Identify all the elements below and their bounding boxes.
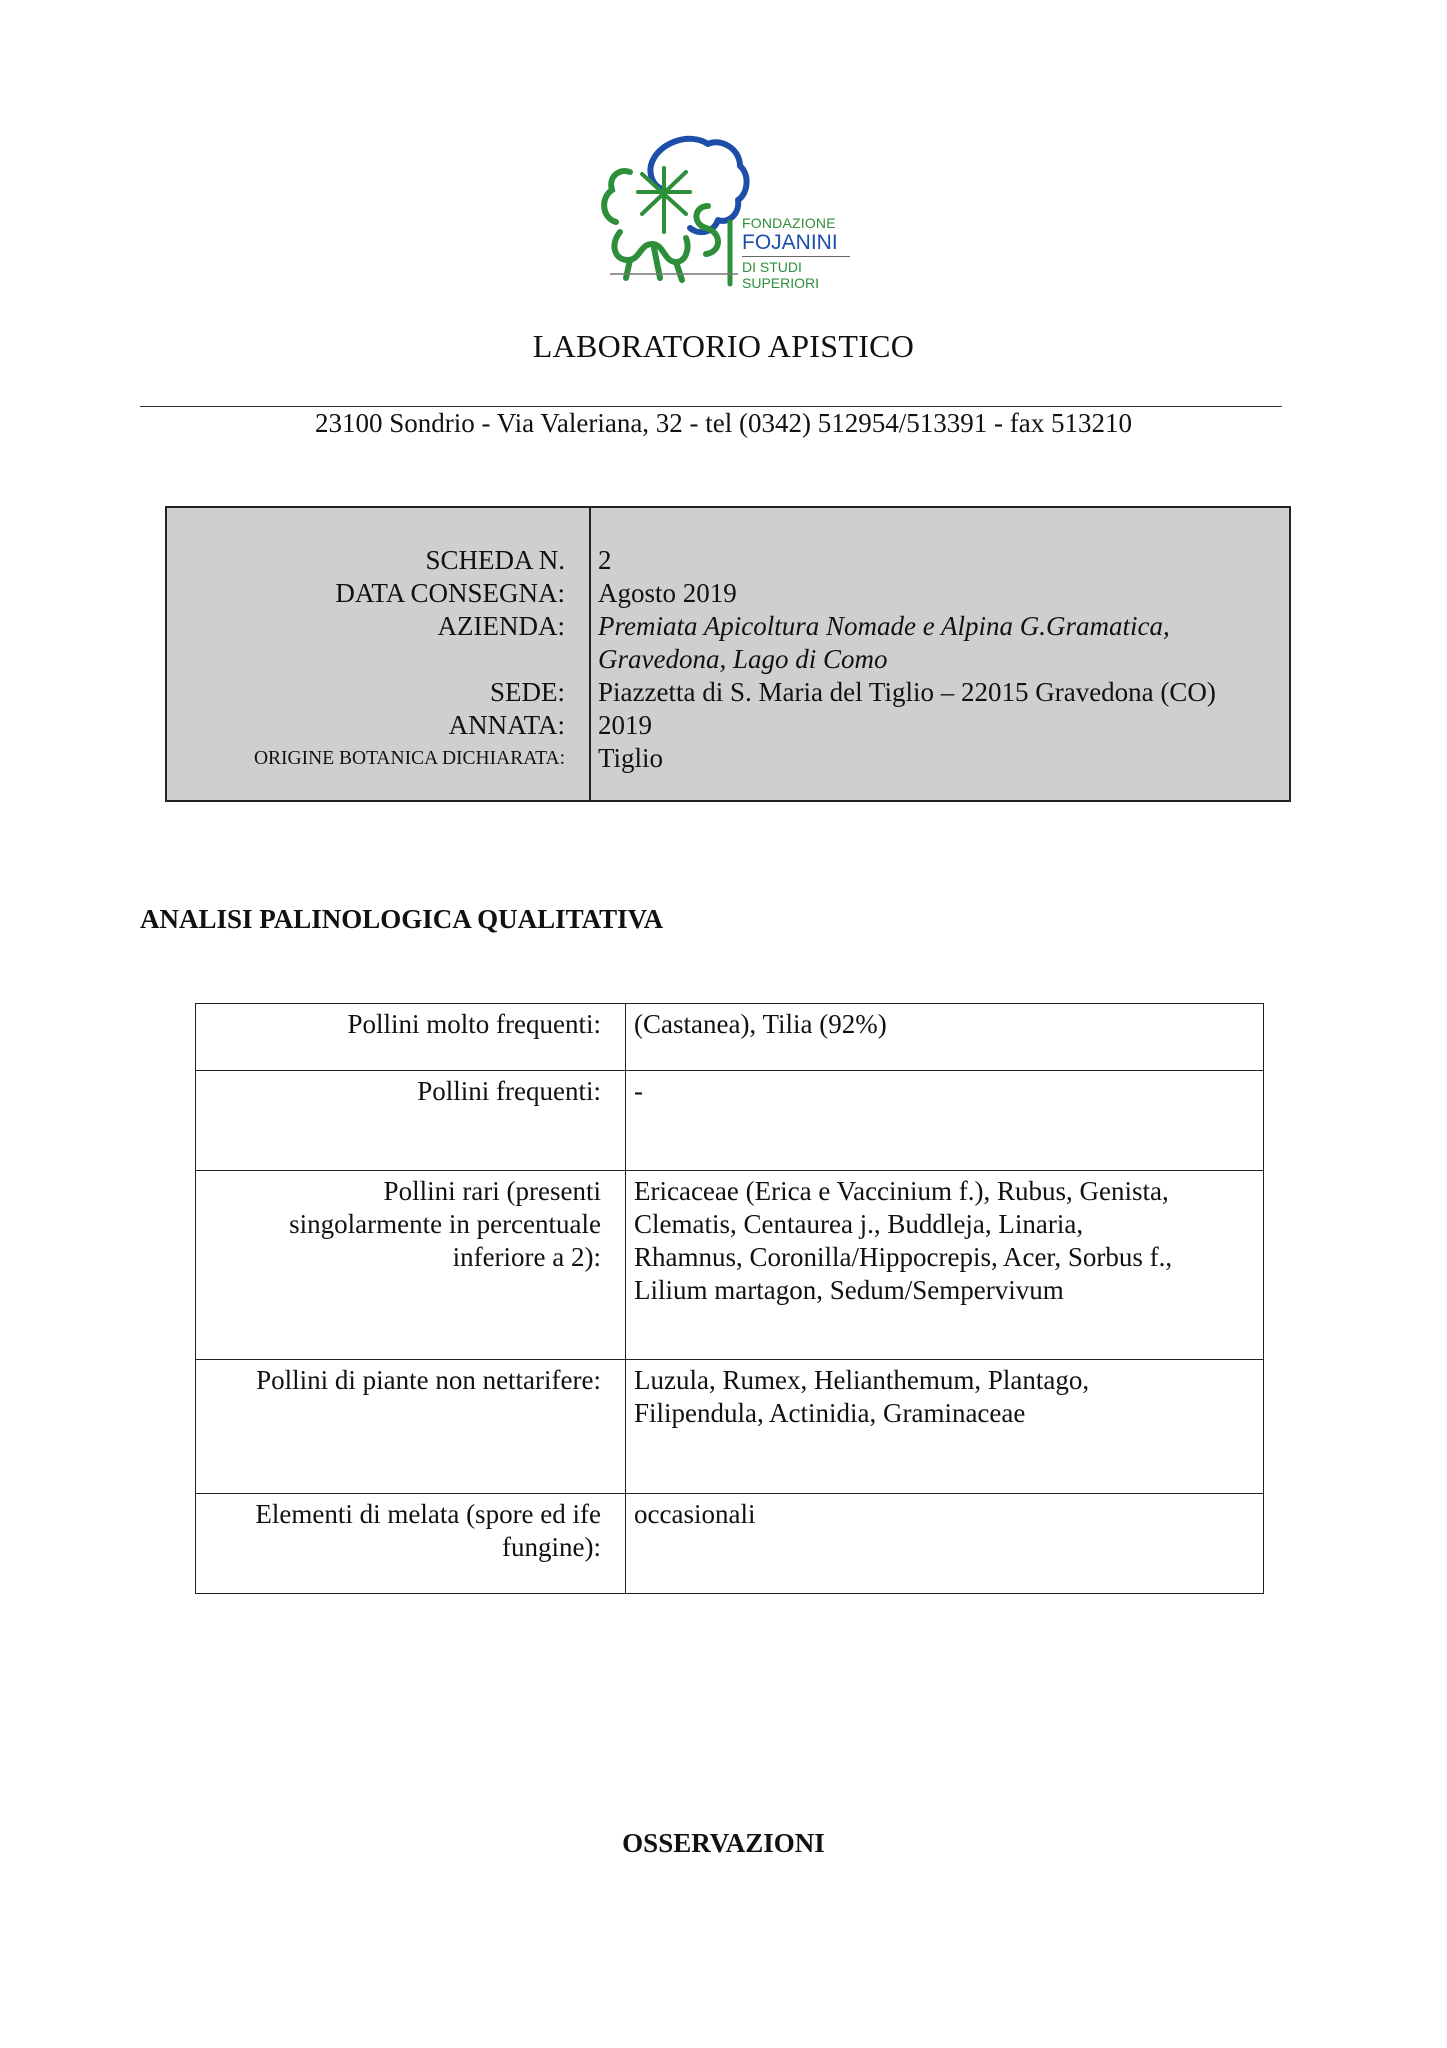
row-value-line: (Castanea), Tilia (92%) <box>634 1009 887 1039</box>
table-row <box>196 1171 1264 1360</box>
table-row <box>196 1360 1264 1494</box>
row-value <box>626 1494 1264 1594</box>
row-label-line: fungine): <box>502 1532 601 1562</box>
table-row <box>196 1071 1264 1171</box>
row-value-line: Luzula, Rumex, Helianthemum, Plantago, <box>634 1365 1090 1395</box>
azienda-value-line2: Gravedona, Lago di Como <box>598 644 888 674</box>
sede-value: Piazzetta di S. Maria del Tiglio – 22015 Gravedona (CO) <box>598 677 1216 707</box>
logo-rule <box>742 256 850 257</box>
row-label-line: inferiore a 2): <box>452 1242 601 1272</box>
info-box-divider <box>589 508 591 800</box>
observations-title: OSSERVAZIONI <box>622 1828 825 1858</box>
data-consegna-value: Agosto 2019 <box>598 578 737 608</box>
sample-info-box <box>165 506 1291 802</box>
row-value-line: Rhamnus, Coronilla/Hippocrepis, Acer, Sorbus f., <box>634 1242 1173 1272</box>
row-value <box>626 1171 1264 1360</box>
logo-line-fojanini: FOJANINI <box>742 231 838 254</box>
annata-label: ANNATA: <box>448 710 565 740</box>
header-divider <box>140 406 1282 407</box>
row-label-line: Elementi di melata (spore ed ife <box>255 1499 601 1529</box>
row-label-line: singolarmente in percentuale <box>289 1209 601 1239</box>
row-label-line: Pollini frequenti: <box>417 1076 601 1106</box>
origine-botanica-value: Tiglio <box>598 743 664 773</box>
origine-botanica-label: ORIGINE BOTANICA DICHIARATA: <box>253 748 565 769</box>
row-value-line: Filipendula, Actinidia, Graminaceae <box>634 1398 1026 1428</box>
info-labels <box>167 544 565 775</box>
row-label-line: Pollini molto frequenti: <box>347 1009 601 1039</box>
row-value <box>626 1071 1264 1171</box>
leaf-logo-icon <box>590 132 750 302</box>
row-label-line: Pollini di piante non nettarifere: <box>256 1365 601 1395</box>
row-value-line: Lilium martagon, Sedum/Sempervivum <box>634 1275 1064 1305</box>
azienda-value-line1: Premiata Apicoltura Nomade e Alpina G.Gramatica, <box>598 611 1170 641</box>
logo-line-fondazione: FONDAZIONE <box>742 215 836 231</box>
annata-value: 2019 <box>598 710 652 740</box>
row-label <box>196 1071 626 1171</box>
row-value-line: occasionali <box>634 1499 756 1529</box>
lab-address: 23100 Sondrio - Via Valeriana, 32 - tel (0342) 512954/513391 - fax 513210 <box>314 408 1132 438</box>
logo-line-superiori: SUPERIORI <box>742 275 820 291</box>
analysis-section-title: ANALISI PALINOLOGICA QUALITATIVA <box>140 904 664 934</box>
row-label <box>196 1171 626 1360</box>
table-row <box>196 1004 1264 1071</box>
row-value-line: Clematis, Centaurea j., Buddleja, Linaria, <box>634 1209 1084 1239</box>
row-label-line: Pollini rari (presenti <box>383 1176 601 1206</box>
data-consegna-label: DATA CONSEGNA: <box>335 578 565 608</box>
row-value-line: - <box>634 1076 643 1106</box>
logo-line-di-studi: DI STUDI <box>742 259 802 275</box>
azienda-label-spacer <box>167 643 565 676</box>
pollen-analysis-table <box>195 1003 1264 1594</box>
table-row <box>196 1494 1264 1594</box>
row-label <box>196 1004 626 1071</box>
fojanini-logo <box>590 132 860 302</box>
row-value <box>626 1360 1264 1494</box>
scheda-label: SCHEDA N. <box>425 545 565 575</box>
row-label <box>196 1360 626 1494</box>
scheda-value: 2 <box>598 545 612 575</box>
row-label <box>196 1494 626 1594</box>
info-values <box>598 544 1288 775</box>
logo-wordmark <box>742 216 850 290</box>
azienda-label: AZIENDA: <box>437 611 565 641</box>
row-value-line: Ericaceae (Erica e Vaccinium f.), Rubus, Genista, <box>634 1176 1169 1206</box>
row-value <box>626 1004 1264 1071</box>
lab-title: LABORATORIO APISTICO <box>532 328 915 364</box>
sede-label: SEDE: <box>489 677 565 707</box>
